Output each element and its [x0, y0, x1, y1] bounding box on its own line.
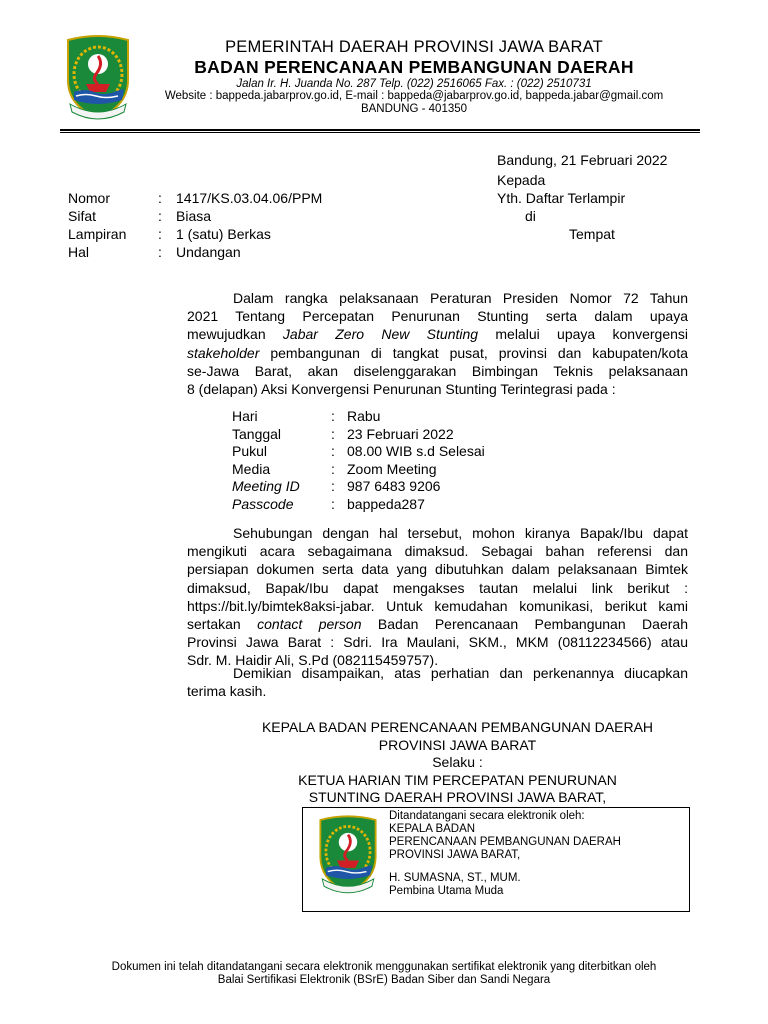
schedule-label-passcode: Passcode	[232, 496, 294, 512]
letterhead-rule-thick	[60, 129, 700, 131]
schedule-label-hari: Hari	[232, 408, 258, 424]
bimtek-link: https://bit.ly/bimtek8aksi-jabar. Untuk kemudahan komunikasi, berikut kami	[187, 597, 688, 614]
schedule-colon: :	[331, 408, 335, 424]
meta-label-sifat: Sifat	[68, 208, 97, 224]
signatory-selaku: Selaku :	[432, 754, 483, 770]
esign-caption: Ditandatangani secara elektronik oleh:	[389, 810, 585, 822]
paragraph-intro: Dalam rangka pelaksanaan Peraturan Presiden Nomor 72 Tahun 2021 Tentang Percepatan Penurunan Stunting serta dalam upaya mewujudkan Jabar Zero New Stunting melalui upaya konvergensi stakeholder pembangunan di tangkat pusat, provinsi dan kabupaten/kota se-Jawa Barat, akan diselenggarakan Bimbingan Teknis pelaksanaan 8 (delapan) Aksi Konvergensi Penurunan Stunting Terintegrasi pada :	[187, 290, 688, 398]
schedule-colon: :	[331, 443, 335, 459]
schedule-colon: :	[331, 426, 335, 442]
meta-value-hal: Undangan	[176, 244, 241, 260]
meta-value-nomor: 1417/KS.03.04.06/PPM	[176, 190, 323, 206]
paragraph-closing: Demikian disampaikan, atas perhatian dan perkenannya diucapkan terima kasih.	[187, 665, 688, 700]
recipient-name: Yth. Daftar Terlampir	[497, 190, 626, 206]
meta-value-lampiran: 1 (satu) Berkas	[176, 226, 271, 242]
footer-note-2: Balai Sertifikasi Elektronik (BSrE) Badan Siber dan Sandi Negara	[217, 974, 551, 986]
meta-colon: :	[158, 226, 162, 242]
schedule-value-tanggal: 23 Februari 2022	[347, 426, 454, 442]
schedule-value-meeting-id: 987 6483 9206	[347, 478, 441, 494]
letter-date: Bandung, 21 Februari 2022	[497, 152, 668, 168]
schedule-label-pukul: Pukul	[232, 443, 268, 459]
jawa-barat-emblem-logo	[60, 34, 136, 122]
meta-colon: :	[158, 244, 162, 260]
schedule-value-pukul: 08.00 WIB s.d Selesai	[347, 443, 485, 459]
schedule-value-passcode: bappeda287	[347, 496, 425, 512]
agency-name: BADAN PERENCANAAN PEMBANGUNAN DAERAH	[194, 57, 634, 77]
paragraph-details: Sehubungan dengan hal tersebut, mohon kiranya Bapak/Ibu dapat mengikuti acara sebagaimana dimaksud. Sebagai bahan referensi dan persiapan dokumen serta data yang dibutuhkan dalam pelaksanaan Bimtek dimaksud, Bapak/Ibu dapat mengakses tautan melalui link berikut : https://bit.ly/bimtek8aksi-jabar. Untuk kemudahan komunikasi, berikut kami sertakan contact person Badan Perencanaan Pembangunan Daerah Provinsi Jawa Barat : Sdri. Ira Maulani, SKM., MKM (08112234566) atau Sdr. M. Haidir Ali, S.Pd (082115459757).	[187, 525, 688, 669]
footer-note-1: Dokumen ini telah ditandatangani secara elektronik menggunakan sertifikat elektronik yang diterbitkan oleh	[111, 961, 657, 973]
esign-position-2: PERENCANAAN PEMBANGUNAN DAERAH	[389, 836, 621, 848]
signatory-title-2: PROVINSI JAWA BARAT	[378, 737, 537, 753]
meta-colon: :	[158, 208, 162, 224]
schedule-colon: :	[331, 496, 335, 512]
meta-colon: :	[158, 190, 162, 206]
meta-label-lampiran: Lampiran	[68, 226, 127, 242]
signatory-title-1: KEPALA BADAN PERENCANAAN PEMBANGUNAN DAERAH	[261, 719, 654, 735]
government-name: PEMERINTAH DAERAH PROVINSI JAWA BARAT	[225, 38, 603, 56]
signature-emblem-logo	[313, 814, 383, 896]
schedule-value-media: Zoom Meeting	[347, 461, 437, 477]
agency-address: Jalan Ir. H. Juanda No. 287 Telp. (022) 2516065 Fax. : (022) 2510731	[236, 78, 592, 90]
meta-value-sifat: Biasa	[176, 208, 212, 224]
esign-position-3: PROVINSI JAWA BARAT,	[389, 849, 521, 861]
schedule-label-media: Media	[232, 461, 271, 477]
schedule-label-tanggal: Tanggal	[232, 426, 282, 442]
meta-label-nomor: Nomor	[68, 190, 111, 206]
schedule-colon: :	[331, 478, 335, 494]
schedule-value-hari: Rabu	[347, 408, 381, 424]
recipient-place: Tempat	[569, 226, 615, 242]
esign-rank: Pembina Utama Muda	[389, 885, 504, 897]
agency-city: BANDUNG - 401350	[360, 103, 468, 115]
esign-position-1: KEPALA BADAN	[389, 823, 476, 835]
agency-contact: Website : bappeda.jabarprov.go.id, E-mail : bappeda@jabarprov.go.id, bappeda.jabar@gmail.com	[164, 90, 664, 102]
recipient-di: di	[525, 208, 536, 224]
signatory-title-3: KETUA HARIAN TIM PERCEPATAN PENURUNAN	[298, 772, 617, 788]
recipient-label: Kepada	[497, 172, 546, 188]
schedule-label-meeting-id: Meeting ID	[232, 478, 300, 494]
schedule-colon: :	[331, 461, 335, 477]
esign-name: H. SUMASNA, ST., MUM.	[389, 872, 521, 884]
signatory-title-4: STUNTING DAERAH PROVINSI JAWA BARAT,	[308, 789, 607, 805]
letterhead-rule-thin	[60, 132, 700, 133]
meta-label-hal: Hal	[68, 244, 90, 260]
